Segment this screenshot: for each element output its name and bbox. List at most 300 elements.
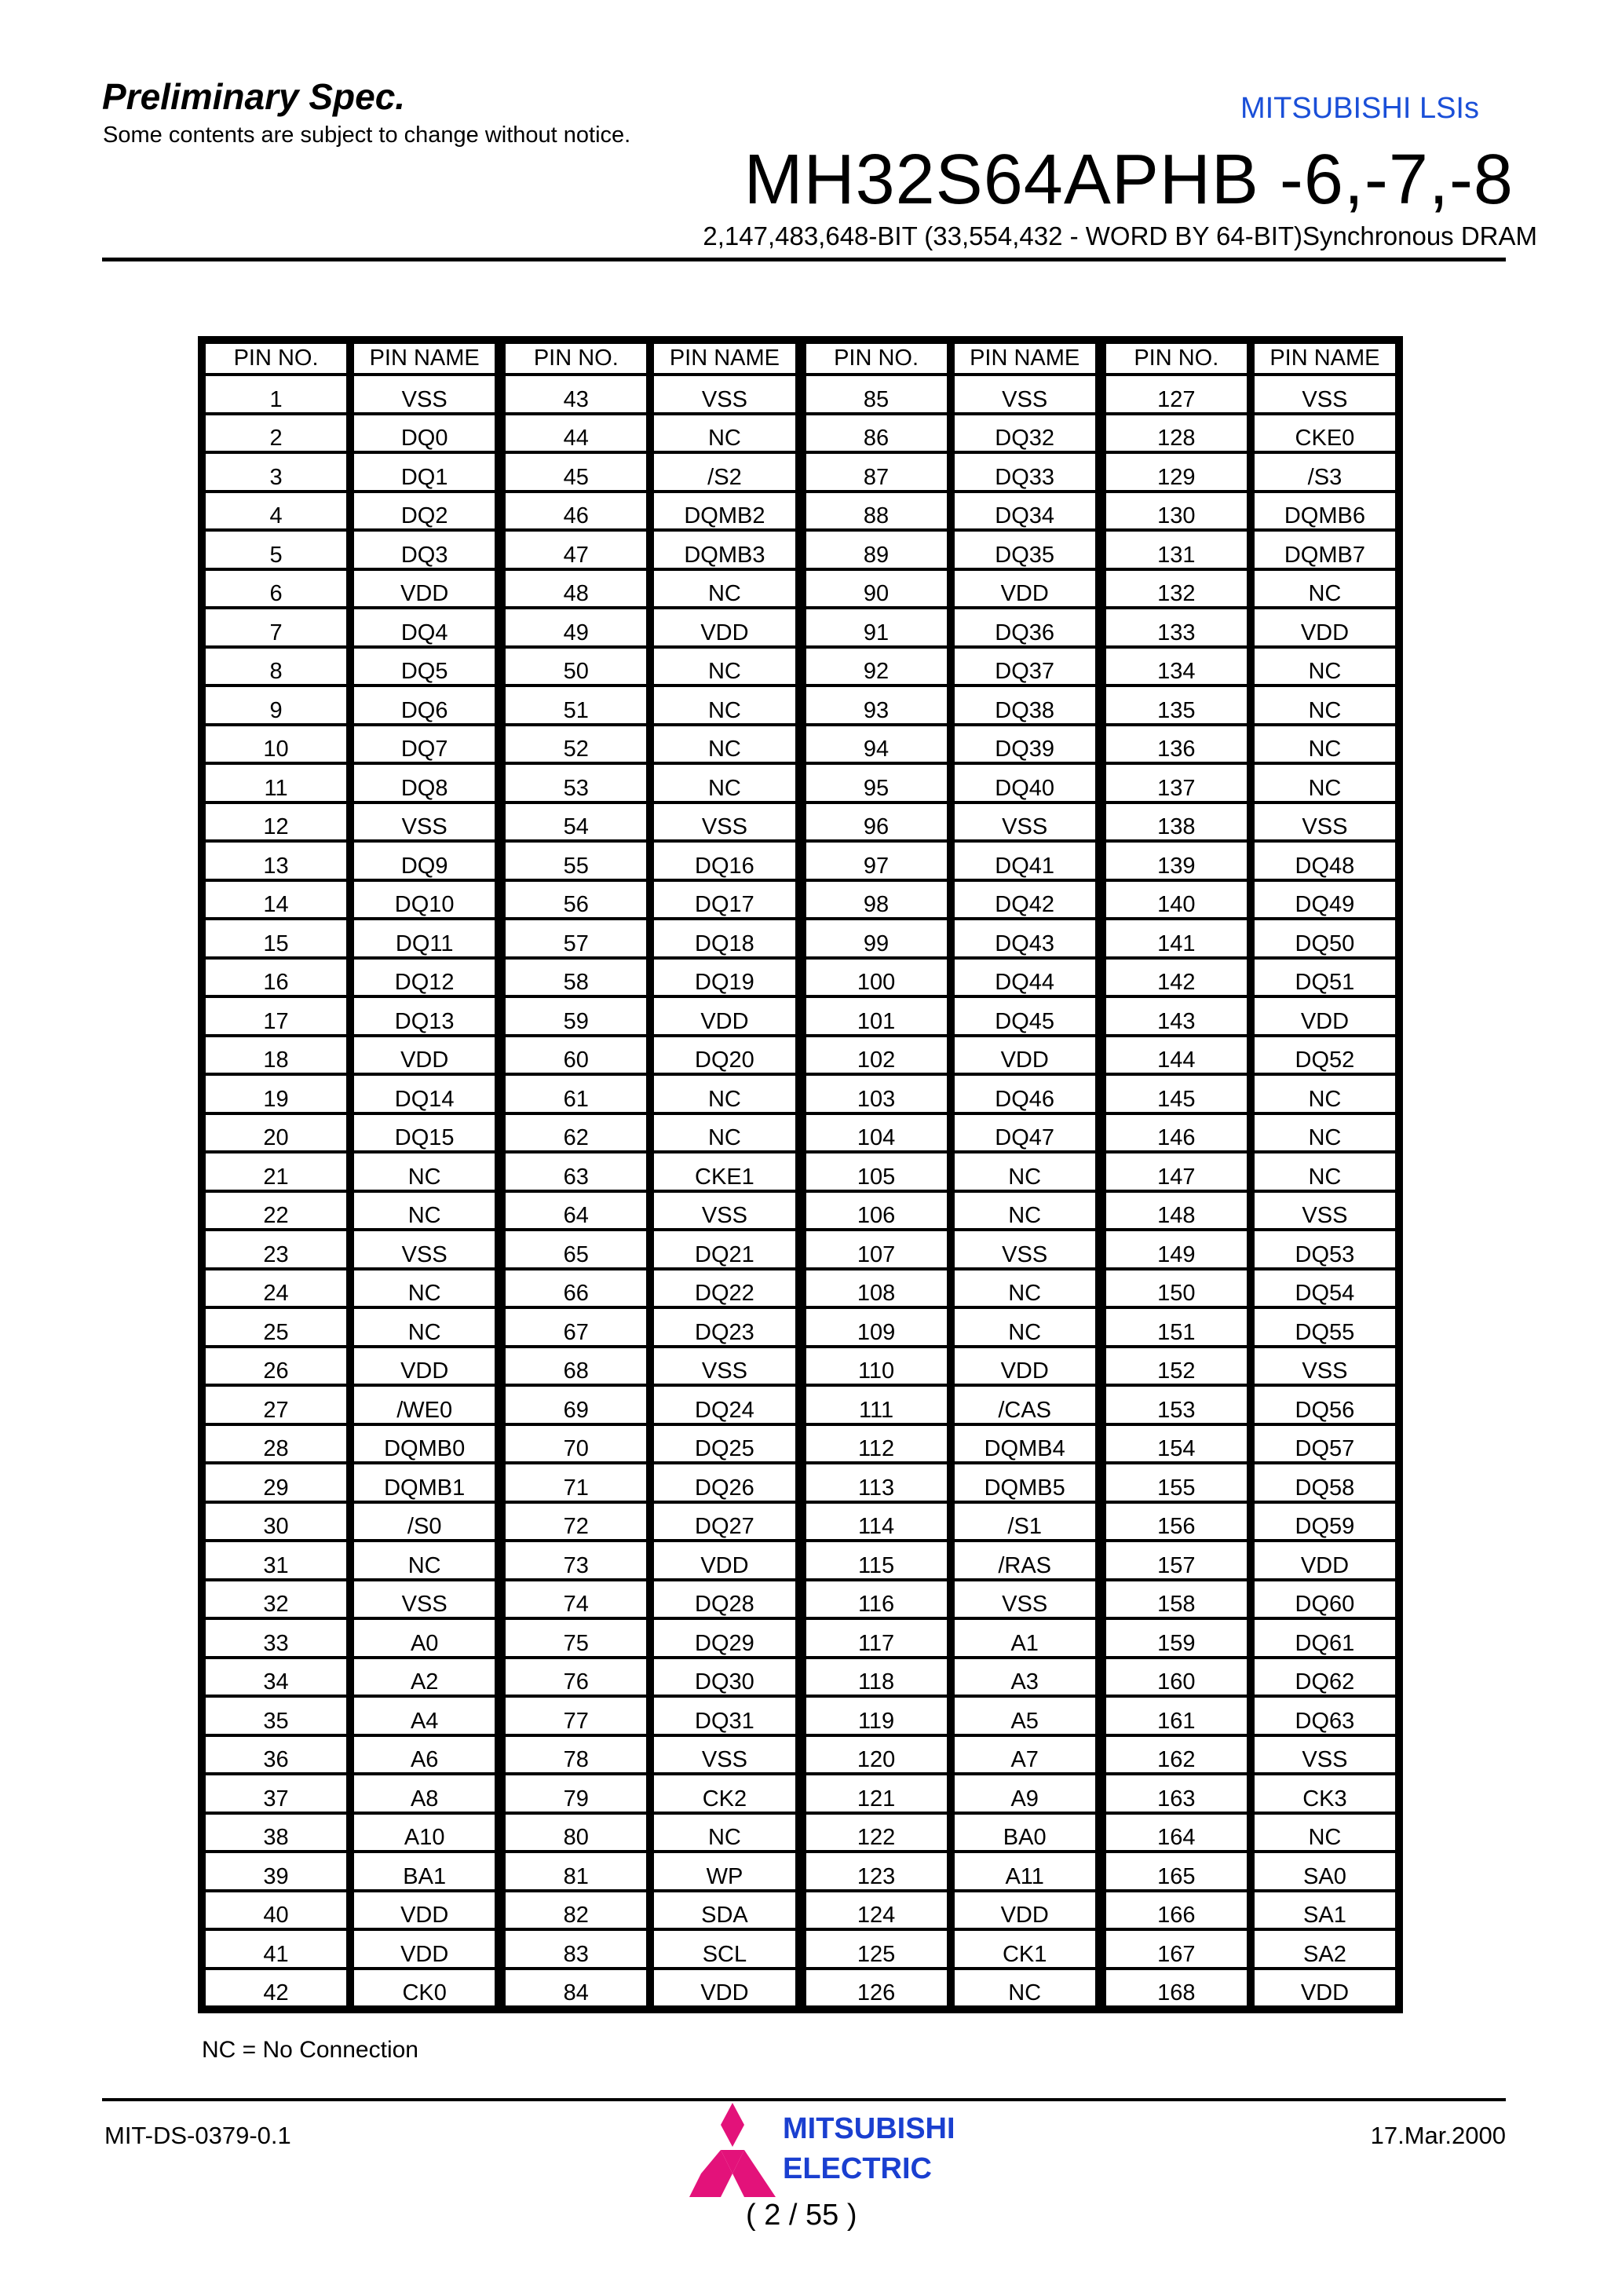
pin-number-cell: 69 (506, 1387, 646, 1423)
footer-divider (102, 2098, 1506, 2101)
pin-number-cell: 23 (206, 1231, 346, 1267)
pin-number-cell: 135 (1106, 687, 1247, 723)
pin-name-cell: A2 (354, 1659, 495, 1695)
pin-number-cell: 124 (806, 1892, 947, 1929)
pin-number-cell: 15 (206, 920, 346, 956)
pin-group-2 (506, 344, 795, 2005)
pin-number-cell: 142 (1106, 960, 1247, 996)
pin-number-cell: 30 (206, 1504, 346, 1540)
pin-number-cell: 108 (806, 1270, 947, 1307)
pin-number-cell: 116 (806, 1581, 947, 1618)
pin-name-cell: CK0 (354, 1970, 495, 2006)
pin-number-cell: 94 (806, 726, 947, 762)
pin-name-cell: VDD (654, 998, 795, 1034)
pin-number-cell: 118 (806, 1659, 947, 1695)
pin-number-cell: 72 (506, 1504, 646, 1540)
pin-number-cell: 123 (806, 1853, 947, 1889)
pin-name-cell: VDD (354, 1931, 495, 1967)
pin-name-cell: VSS (955, 1231, 1095, 1267)
pin-name-cell: BA1 (354, 1853, 495, 1889)
pin-number-column (206, 344, 346, 2005)
pin-name-cell: DQ32 (955, 415, 1095, 452)
pin-number-cell: 60 (506, 1037, 646, 1073)
pin-number-cell: 156 (1106, 1504, 1247, 1540)
pin-name-cell: DQ20 (654, 1037, 795, 1073)
pin-number-cell: 19 (206, 1076, 346, 1112)
pin-name-cell: DQMB6 (1255, 493, 1395, 529)
mitsubishi-three-diamonds-logo-icon (689, 2103, 776, 2197)
pin-name-cell: A11 (955, 1853, 1095, 1889)
pin-number-cell: 32 (206, 1581, 346, 1618)
pin-name-cell: NC (654, 687, 795, 723)
pin-number-cell: 78 (506, 1737, 646, 1773)
pin-name-cell: DQ43 (955, 920, 1095, 956)
pin-number-cell: 161 (1106, 1698, 1247, 1734)
pin-name-cell: /S2 (654, 454, 795, 490)
pin-name-cell: DQ51 (1255, 960, 1395, 996)
pin-name-cell: DQ34 (955, 493, 1095, 529)
pin-number-cell: 37 (206, 1775, 346, 1812)
pin-number-cell: 65 (506, 1231, 646, 1267)
pin-number-cell: 112 (806, 1426, 947, 1462)
pin-number-cell: 144 (1106, 1037, 1247, 1073)
pin-name-cell: DQ7 (354, 726, 495, 762)
pin-name-cell: VSS (354, 376, 495, 412)
pin-name-cell: DQ24 (654, 1387, 795, 1423)
pin-name-cell: VSS (354, 1581, 495, 1618)
pin-name-cell: SA2 (1255, 1931, 1395, 1967)
pin-name-cell: NC (1255, 1815, 1395, 1851)
pin-name-cell: NC (654, 571, 795, 607)
pin-number-cell: 46 (506, 493, 646, 529)
pin-number-cell: 79 (506, 1775, 646, 1812)
pin-name-cell: NC (654, 1115, 795, 1151)
pin-number-header: PIN NO. (206, 344, 346, 373)
pin-name-cell: DQ35 (955, 532, 1095, 568)
pin-name-cell: VDD (1255, 998, 1395, 1034)
pin-name-cell: /S0 (354, 1504, 495, 1540)
pin-name-cell: DQ60 (1255, 1581, 1395, 1618)
pin-name-cell: VDD (1255, 1970, 1395, 2006)
pin-name-cell: DQ44 (955, 960, 1095, 996)
pin-name-cell: DQ29 (654, 1620, 795, 1656)
pin-number-cell: 100 (806, 960, 947, 996)
pin-name-cell: DQ19 (654, 960, 795, 996)
pin-number-cell: 11 (206, 765, 346, 801)
pin-name-cell: DQ21 (654, 1231, 795, 1267)
pin-name-cell: /S1 (955, 1504, 1095, 1540)
pin-group-3 (806, 344, 1095, 2005)
pin-name-cell: DQ0 (354, 415, 495, 452)
pin-name-cell: DQ58 (1255, 1464, 1395, 1501)
device-description: 2,147,483,648-BIT (33,554,432 - WORD BY 64-BIT)Synchronous DRAM (703, 221, 1537, 250)
pin-number-cell: 63 (506, 1153, 646, 1190)
pin-name-cell: DQMB5 (955, 1464, 1095, 1501)
pin-number-cell: 34 (206, 1659, 346, 1695)
pin-number-cell: 151 (1106, 1309, 1247, 1345)
pin-name-cell: NC (354, 1193, 495, 1229)
pin-name-cell: VSS (1255, 1348, 1395, 1384)
pin-number-cell: 139 (1106, 843, 1247, 879)
pin-name-cell: DQ18 (654, 920, 795, 956)
pin-name-cell: WP (654, 1853, 795, 1889)
pin-number-cell: 6 (206, 571, 346, 607)
pin-number-cell: 9 (206, 687, 346, 723)
pin-name-cell: DQ63 (1255, 1698, 1395, 1734)
pin-name-cell: VDD (654, 609, 795, 645)
pin-name-cell: DQ26 (654, 1464, 795, 1501)
pin-assignment-table (198, 336, 1403, 2013)
pin-name-cell: VSS (354, 1231, 495, 1267)
pin-number-cell: 49 (506, 609, 646, 645)
pin-number-cell: 82 (506, 1892, 646, 1929)
pin-name-cell: NC (1255, 726, 1395, 762)
pin-number-cell: 41 (206, 1931, 346, 1967)
pin-name-cell: NC (354, 1153, 495, 1190)
pin-name-cell: BA0 (955, 1815, 1095, 1851)
pin-number-cell: 7 (206, 609, 346, 645)
pin-number-cell: 38 (206, 1815, 346, 1851)
page-number: ( 2 / 55 ) (746, 2199, 857, 2232)
brand-electric: ELECTRIC (783, 2152, 932, 2185)
pin-name-cell: DQMB7 (1255, 532, 1395, 568)
pin-name-cell: VSS (955, 804, 1095, 840)
pin-number-cell: 8 (206, 649, 346, 685)
pin-number-cell: 150 (1106, 1270, 1247, 1307)
pin-name-cell: VDD (955, 1892, 1095, 1929)
pin-name-cell: VDD (955, 1037, 1095, 1073)
pin-name-cell: DQ27 (654, 1504, 795, 1540)
pin-name-header: PIN NAME (1255, 344, 1395, 373)
pin-name-cell: DQ55 (1255, 1309, 1395, 1345)
pin-name-cell: VSS (654, 804, 795, 840)
pin-name-cell: DQ33 (955, 454, 1095, 490)
pin-name-cell: NC (955, 1153, 1095, 1190)
pin-number-cell: 17 (206, 998, 346, 1034)
pin-number-cell: 47 (506, 532, 646, 568)
pin-name-cell: DQ37 (955, 649, 1095, 685)
pin-name-cell: DQ41 (955, 843, 1095, 879)
pin-number-cell: 42 (206, 1970, 346, 2006)
pin-name-cell: VDD (1255, 1542, 1395, 1578)
pin-number-cell: 154 (1106, 1426, 1247, 1462)
pin-number-cell: 53 (506, 765, 646, 801)
pin-number-cell: 125 (806, 1931, 947, 1967)
pin-number-cell: 64 (506, 1193, 646, 1229)
pin-number-cell: 101 (806, 998, 947, 1034)
pin-name-cell: DQ48 (1255, 843, 1395, 879)
pin-number-cell: 28 (206, 1426, 346, 1462)
pin-name-cell: NC (1255, 649, 1395, 685)
document-date: 17.Mar.2000 (1370, 2122, 1506, 2149)
pin-number-cell: 88 (806, 493, 947, 529)
pin-name-cell: A0 (354, 1620, 495, 1656)
pin-number-cell: 70 (506, 1426, 646, 1462)
pin-name-cell: DQ52 (1255, 1037, 1395, 1073)
pin-number-cell: 48 (506, 571, 646, 607)
pin-name-cell: VSS (354, 804, 495, 840)
pin-name-cell: DQ25 (654, 1426, 795, 1462)
pin-number-column (506, 344, 646, 2005)
pin-number-cell: 29 (206, 1464, 346, 1501)
pin-number-cell: 164 (1106, 1815, 1247, 1851)
pin-number-cell: 160 (1106, 1659, 1247, 1695)
pin-number-cell: 74 (506, 1581, 646, 1618)
pin-name-cell: VSS (654, 376, 795, 412)
pin-number-cell: 136 (1106, 726, 1247, 762)
pin-name-cell: NC (654, 1076, 795, 1112)
pin-name-cell: CKE1 (654, 1153, 795, 1190)
pin-number-cell: 56 (506, 882, 646, 918)
pin-name-cell: A3 (955, 1659, 1095, 1695)
pin-number-cell: 16 (206, 960, 346, 996)
pin-number-cell: 14 (206, 882, 346, 918)
pin-number-cell: 12 (206, 804, 346, 840)
pin-name-cell: DQ39 (955, 726, 1095, 762)
pin-name-cell: VSS (654, 1348, 795, 1384)
pin-name-cell: VSS (955, 1581, 1095, 1618)
pin-number-cell: 85 (806, 376, 947, 412)
pin-number-cell: 95 (806, 765, 947, 801)
pin-number-cell: 107 (806, 1231, 947, 1267)
pin-number-cell: 149 (1106, 1231, 1247, 1267)
pin-name-cell: DQ23 (654, 1309, 795, 1345)
pin-name-cell: DQ5 (354, 649, 495, 685)
pin-number-cell: 141 (1106, 920, 1247, 956)
pin-number-cell: 76 (506, 1659, 646, 1695)
pin-number-cell: 73 (506, 1542, 646, 1578)
pin-name-cell: NC (955, 1309, 1095, 1345)
pin-number-cell: 40 (206, 1892, 346, 1929)
pin-name-cell: DQ57 (1255, 1426, 1395, 1462)
pin-number-cell: 146 (1106, 1115, 1247, 1151)
pin-number-cell: 50 (506, 649, 646, 685)
pin-number-cell: 21 (206, 1153, 346, 1190)
pin-name-cell: NC (654, 765, 795, 801)
pin-number-cell: 153 (1106, 1387, 1247, 1423)
pin-number-cell: 111 (806, 1387, 947, 1423)
pin-name-cell: A7 (955, 1737, 1095, 1773)
pin-number-cell: 89 (806, 532, 947, 568)
pin-number-header: PIN NO. (1106, 344, 1247, 373)
pin-number-cell: 163 (1106, 1775, 1247, 1812)
pin-number-cell: 1 (206, 376, 346, 412)
pin-name-cell: NC (955, 1270, 1095, 1307)
pin-name-cell: NC (654, 726, 795, 762)
pin-group-4 (1106, 344, 1395, 2005)
pin-number-cell: 66 (506, 1270, 646, 1307)
pin-number-cell: 99 (806, 920, 947, 956)
pin-number-cell: 4 (206, 493, 346, 529)
pin-name-cell: /S3 (1255, 454, 1395, 490)
pin-name-cell: SDA (654, 1892, 795, 1929)
pin-name-cell: VDD (354, 1037, 495, 1073)
pin-number-cell: 147 (1106, 1153, 1247, 1190)
pin-number-cell: 33 (206, 1620, 346, 1656)
pin-number-cell: 143 (1106, 998, 1247, 1034)
pin-number-cell: 140 (1106, 882, 1247, 918)
pin-number-cell: 52 (506, 726, 646, 762)
pin-number-cell: 120 (806, 1737, 947, 1773)
pin-name-cell: NC (1255, 687, 1395, 723)
pin-name-cell: DQ59 (1255, 1504, 1395, 1540)
pin-name-cell: DQ8 (354, 765, 495, 801)
pin-number-cell: 98 (806, 882, 947, 918)
pin-number-cell: 162 (1106, 1737, 1247, 1773)
pin-number-cell: 138 (1106, 804, 1247, 840)
pin-name-cell: DQ40 (955, 765, 1095, 801)
pin-number-cell: 102 (806, 1037, 947, 1073)
pin-number-cell: 103 (806, 1076, 947, 1112)
brand-mitsubishi: MITSUBISHI (783, 2112, 955, 2145)
pin-name-cell: CKE0 (1255, 415, 1395, 452)
pin-name-cell: NC (1255, 571, 1395, 607)
pin-number-cell: 104 (806, 1115, 947, 1151)
pin-name-cell: DQ28 (654, 1581, 795, 1618)
pin-number-column (806, 344, 947, 2005)
pin-name-cell: VSS (955, 376, 1095, 412)
pin-name-cell: A8 (354, 1775, 495, 1812)
pin-name-cell: VSS (1255, 804, 1395, 840)
pin-number-cell: 152 (1106, 1348, 1247, 1384)
pin-number-cell: 77 (506, 1698, 646, 1734)
pin-number-cell: 20 (206, 1115, 346, 1151)
pin-number-cell: 39 (206, 1853, 346, 1889)
pin-number-header: PIN NO. (506, 344, 646, 373)
pin-name-column (955, 344, 1095, 2005)
pin-name-cell: CK3 (1255, 1775, 1395, 1812)
pin-number-cell: 86 (806, 415, 947, 452)
pin-number-cell: 97 (806, 843, 947, 879)
pin-number-cell: 22 (206, 1193, 346, 1229)
pin-name-cell: A9 (955, 1775, 1095, 1812)
pin-name-cell: DQ17 (654, 882, 795, 918)
pin-number-cell: 119 (806, 1698, 947, 1734)
pin-name-cell: DQ56 (1255, 1387, 1395, 1423)
pin-name-cell: DQ47 (955, 1115, 1095, 1151)
pin-number-cell: 145 (1106, 1076, 1247, 1112)
pin-number-cell: 96 (806, 804, 947, 840)
pin-number-cell: 167 (1106, 1931, 1247, 1967)
pin-number-cell: 148 (1106, 1193, 1247, 1229)
pin-name-cell: VDD (955, 1348, 1095, 1384)
pin-number-cell: 3 (206, 454, 346, 490)
nc-footnote: NC = No Connection (202, 2037, 418, 2063)
pin-name-cell: DQ2 (354, 493, 495, 529)
pin-name-cell: DQMB3 (654, 532, 795, 568)
pin-number-cell: 155 (1106, 1464, 1247, 1501)
preliminary-spec-title: Preliminary Spec. (102, 76, 406, 117)
pin-name-cell: DQ12 (354, 960, 495, 996)
pin-name-cell: CK1 (955, 1931, 1095, 1967)
pin-number-cell: 137 (1106, 765, 1247, 801)
pin-name-cell: A10 (354, 1815, 495, 1851)
pin-name-cell: DQ42 (955, 882, 1095, 918)
pin-name-cell: DQMB1 (354, 1464, 495, 1501)
pin-name-cell: NC (654, 1815, 795, 1851)
pin-name-cell: DQ53 (1255, 1231, 1395, 1267)
pin-name-cell: DQ61 (1255, 1620, 1395, 1656)
pin-name-cell: DQMB0 (354, 1426, 495, 1462)
pin-number-cell: 27 (206, 1387, 346, 1423)
pin-number-cell: 55 (506, 843, 646, 879)
pin-name-column (354, 344, 495, 2005)
pin-name-cell: DQ10 (354, 882, 495, 918)
pin-number-cell: 67 (506, 1309, 646, 1345)
pin-name-cell: /WE0 (354, 1387, 495, 1423)
pin-number-cell: 87 (806, 454, 947, 490)
pin-name-cell: SA0 (1255, 1853, 1395, 1889)
pin-number-column (1106, 344, 1247, 2005)
pin-number-cell: 166 (1106, 1892, 1247, 1929)
pin-number-cell: 105 (806, 1153, 947, 1190)
pin-name-cell: DQ30 (654, 1659, 795, 1695)
pin-number-cell: 59 (506, 998, 646, 1034)
pin-number-cell: 71 (506, 1464, 646, 1501)
pin-name-cell: VSS (1255, 1193, 1395, 1229)
pin-number-cell: 75 (506, 1620, 646, 1656)
pin-name-cell: DQ9 (354, 843, 495, 879)
pin-name-header: PIN NAME (654, 344, 795, 373)
pin-name-column (654, 344, 795, 2005)
pin-number-cell: 93 (806, 687, 947, 723)
pin-name-cell: NC (354, 1542, 495, 1578)
pin-number-cell: 5 (206, 532, 346, 568)
pin-name-cell: NC (955, 1193, 1095, 1229)
pin-name-cell: DQMB4 (955, 1426, 1095, 1462)
pin-name-header: PIN NAME (354, 344, 495, 373)
pin-name-cell: NC (955, 1970, 1095, 2006)
pin-name-cell: VSS (1255, 1737, 1395, 1773)
document-number: MIT-DS-0379-0.1 (104, 2122, 291, 2149)
pin-name-cell: DQ15 (354, 1115, 495, 1151)
part-number-title: MH32S64APHB -6,-7,-8 (743, 141, 1514, 219)
pin-name-cell: DQ14 (354, 1076, 495, 1112)
pin-name-cell: NC (1255, 1076, 1395, 1112)
pin-number-cell: 91 (806, 609, 947, 645)
pin-number-header: PIN NO. (806, 344, 947, 373)
pin-number-cell: 31 (206, 1542, 346, 1578)
mitsubishi-lsis-label: MITSUBISHI LSIs (1240, 92, 1479, 125)
pin-number-cell: 158 (1106, 1581, 1247, 1618)
pin-name-cell: VDD (354, 1892, 495, 1929)
pin-number-cell: 13 (206, 843, 346, 879)
pin-number-cell: 106 (806, 1193, 947, 1229)
pin-name-cell: DQ45 (955, 998, 1095, 1034)
pin-number-cell: 128 (1106, 415, 1247, 452)
pin-name-cell: /CAS (955, 1387, 1095, 1423)
pin-name-cell: VSS (1255, 376, 1395, 412)
pin-number-cell: 26 (206, 1348, 346, 1384)
pin-number-cell: 134 (1106, 649, 1247, 685)
pin-name-cell: DQ1 (354, 454, 495, 490)
pin-name-cell: /RAS (955, 1542, 1095, 1578)
pin-name-cell: DQ16 (654, 843, 795, 879)
pin-number-cell: 61 (506, 1076, 646, 1112)
pin-name-header: PIN NAME (955, 344, 1095, 373)
pin-number-cell: 121 (806, 1775, 947, 1812)
pin-number-cell: 90 (806, 571, 947, 607)
pin-name-cell: NC (654, 649, 795, 685)
pin-name-cell: NC (654, 415, 795, 452)
pin-number-cell: 133 (1106, 609, 1247, 645)
pin-name-cell: VDD (955, 571, 1095, 607)
pin-name-cell: DQ46 (955, 1076, 1095, 1112)
pin-number-cell: 168 (1106, 1970, 1247, 2006)
pin-number-cell: 35 (206, 1698, 346, 1734)
pin-number-cell: 127 (1106, 376, 1247, 412)
pin-number-cell: 131 (1106, 532, 1247, 568)
